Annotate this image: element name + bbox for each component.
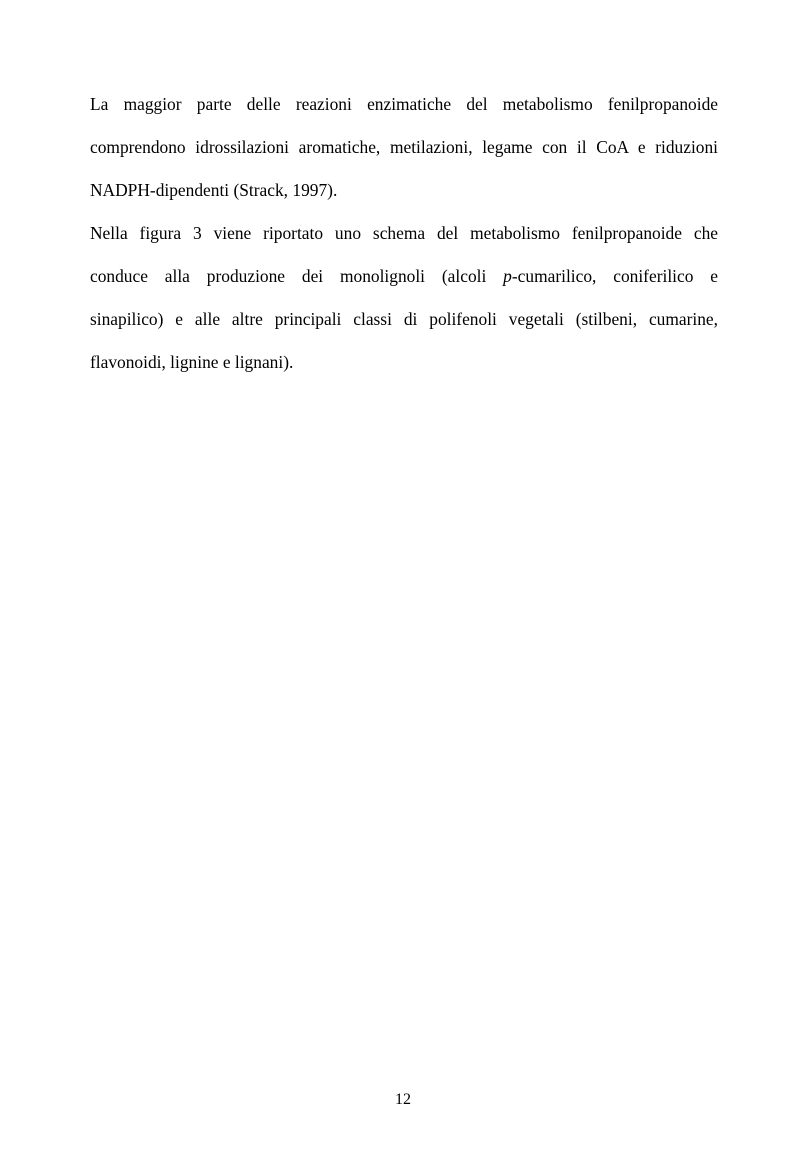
paragraph-2-line-1: Nella figura 3 viene riportato uno schema del metabolismo fenilpropanoide che <box>90 223 718 243</box>
paragraph-2-line-3: sinapilico) e alle altre principali classi di polifenoli vegetali (stilbeni, cumarine, <box>90 309 718 329</box>
paragraph-1-line-3: NADPH-dipendenti (Strack, 1997). <box>90 180 338 200</box>
italic-p: p <box>503 266 512 286</box>
paragraph-2-line-4: flavonoidi, lignine e lignani). <box>90 352 294 372</box>
page-number: 12 <box>395 1091 411 1108</box>
paragraph-1-line-1: La maggior parte delle reazioni enzimatiche del metabolismo fenilpropanoide <box>90 94 718 114</box>
paragraph-2-line-2-end: -cumarilico, coniferilico e <box>511 266 718 286</box>
paragraph-2-line-2 <box>90 265 718 287</box>
paragraph-2-line-2-start: conduce alla produzione dei monolignoli (alcoli <box>90 266 504 286</box>
paragraph-1-line-2: comprendono idrossilazioni aromatiche, metilazioni, legame con il CoA e riduzioni <box>90 137 718 157</box>
